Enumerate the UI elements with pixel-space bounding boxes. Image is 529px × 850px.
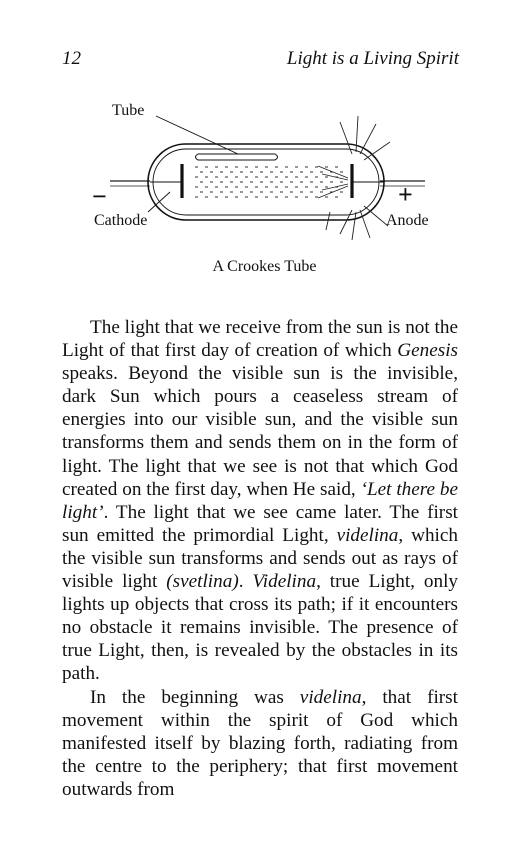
text-run: , that first movement within the spirit of God which manifested itself by blazing forth, radiating from the centre to the periphery; that first movement outwards from bbox=[62, 686, 458, 800]
italic-run: Genesis bbox=[397, 340, 458, 362]
text-run: , which the visible sun transforms and sends out as rays of visible light bbox=[62, 524, 458, 593]
tube-inner-outline bbox=[153, 149, 379, 215]
italic-run: ‘Let there be light’ bbox=[62, 478, 458, 523]
tube-label: Tube bbox=[112, 102, 145, 119]
italic-run: videlina bbox=[336, 524, 399, 546]
radiating-rays bbox=[326, 116, 390, 240]
italic-run: Videlina bbox=[252, 571, 317, 593]
paragraph-1 bbox=[62, 316, 458, 686]
italic-run: (svetlina) bbox=[166, 571, 239, 593]
text-run: . bbox=[238, 571, 253, 593]
figure-caption: A Crookes Tube bbox=[212, 258, 317, 275]
running-title: Light is a Living Spirit bbox=[286, 48, 459, 69]
minus-sign: − bbox=[92, 182, 107, 211]
tube-highlight bbox=[196, 154, 278, 160]
text-run: In the beginning was bbox=[90, 686, 300, 708]
paragraph-2 bbox=[62, 686, 458, 801]
text-run: . The light that we see came later. The first sun emitted the primordial Light, bbox=[62, 501, 458, 546]
text-run: speaks. Beyond the visible sun is the invisible, dark Sun which pours a ceaseless stream of energies into our visible sun, and the visible sun transforms them and sends them on in the form of light. The light that we see is not that which God created on the first day, when He said, bbox=[62, 363, 458, 500]
crookes-tube-figure bbox=[90, 94, 440, 244]
running-header bbox=[62, 48, 459, 70]
anode-label: Anode bbox=[386, 212, 429, 229]
text-run: The light that we receive from the sun is not the Light of that first day of creation of which bbox=[62, 317, 458, 362]
cathode-ray-stream bbox=[195, 167, 345, 197]
page-number: 12 bbox=[62, 48, 81, 69]
cathode-label: Cathode bbox=[94, 212, 148, 229]
text-run: , true Light, only lights up objects that cross its path; if it encounters no obstacle it remains invisible. The presence of true Light, then, is revealed by the obstacles in its path. bbox=[62, 571, 459, 685]
plus-sign: + bbox=[398, 180, 413, 209]
body-text bbox=[62, 316, 458, 801]
italic-run: videlina bbox=[299, 686, 362, 708]
